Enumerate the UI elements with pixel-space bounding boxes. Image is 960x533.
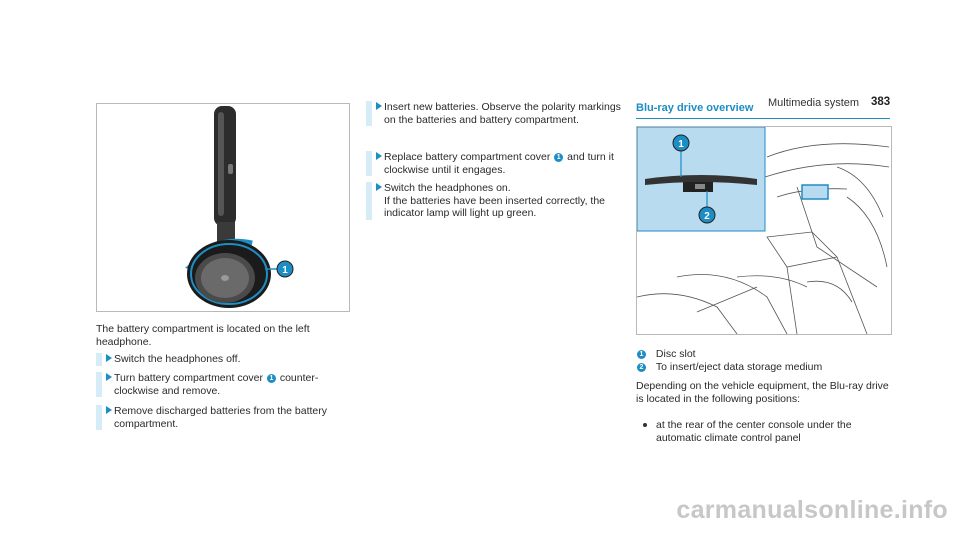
page-number: 383 [871, 96, 891, 108]
callout-badge: 1 [554, 153, 563, 162]
step-arrow-icon [376, 183, 382, 191]
blu-ray-paragraph: Depending on the vehicle equipment, the Blu-ray drive is located in the following positions: [636, 380, 889, 405]
figure-callout-1: 1 [282, 265, 288, 276]
step-arrow-icon [106, 373, 112, 381]
middle-step-1 [366, 101, 624, 126]
headphone-figure [96, 103, 350, 312]
bullet-text: at the rear of the center console under the automatic climate control panel [656, 419, 852, 444]
callout-badge: 2 [637, 363, 646, 372]
middle-step-3 [366, 182, 624, 220]
watermark: carmanualsonline.info [676, 496, 948, 524]
figure-callout-2: 2 [704, 211, 710, 222]
step-note: If the batteries have been inserted correctly, the indicator lamp will light up green. [384, 194, 606, 219]
step-arrow-icon [106, 354, 112, 362]
position-bullet [636, 419, 894, 444]
step-text: Switch the headphones on. [384, 182, 511, 194]
section-title: Multimedia system [768, 97, 860, 109]
left-step-2 [96, 372, 354, 397]
callout-badge: 1 [637, 350, 646, 359]
legend-item-disc-slot [636, 348, 896, 361]
left-step-3 [96, 405, 354, 430]
blu-ray-figure [636, 126, 892, 335]
step-text: Remove discharged batteries from the battery compartment. [114, 405, 328, 430]
blu-ray-section-title: Blu-ray drive overview [636, 102, 890, 119]
middle-step-2 [366, 151, 624, 176]
bullet-dot [643, 423, 647, 427]
step-arrow-icon [376, 102, 382, 110]
legend-text: Disc slot [655, 348, 696, 360]
step-text: Turn battery compartment cover [114, 372, 266, 384]
step-text: counter-clockwise and remove. [114, 372, 319, 397]
step-text: Insert new batteries. Observe the polarity markings on the batteries and battery compartment. [384, 101, 621, 126]
callout-badge: 1 [267, 374, 276, 383]
legend-item-eject [636, 361, 896, 374]
step-arrow-icon [106, 406, 112, 414]
step-text: and turn it clockwise until it engages. [384, 151, 614, 176]
figure-callout-1: 1 [678, 139, 684, 150]
figure-legend [636, 348, 896, 374]
left-step-1 [96, 353, 354, 366]
step-text: Replace battery compartment cover [384, 151, 554, 163]
step-text: Switch the headphones off. [114, 353, 241, 365]
headphone-illustration [97, 104, 349, 311]
step-arrow-icon [376, 152, 382, 160]
headphone-caption: The battery compartment is located on the left headphone. [96, 323, 310, 348]
car-interior-illustration [637, 127, 891, 334]
legend-text: To insert/eject data storage medium [655, 361, 823, 373]
